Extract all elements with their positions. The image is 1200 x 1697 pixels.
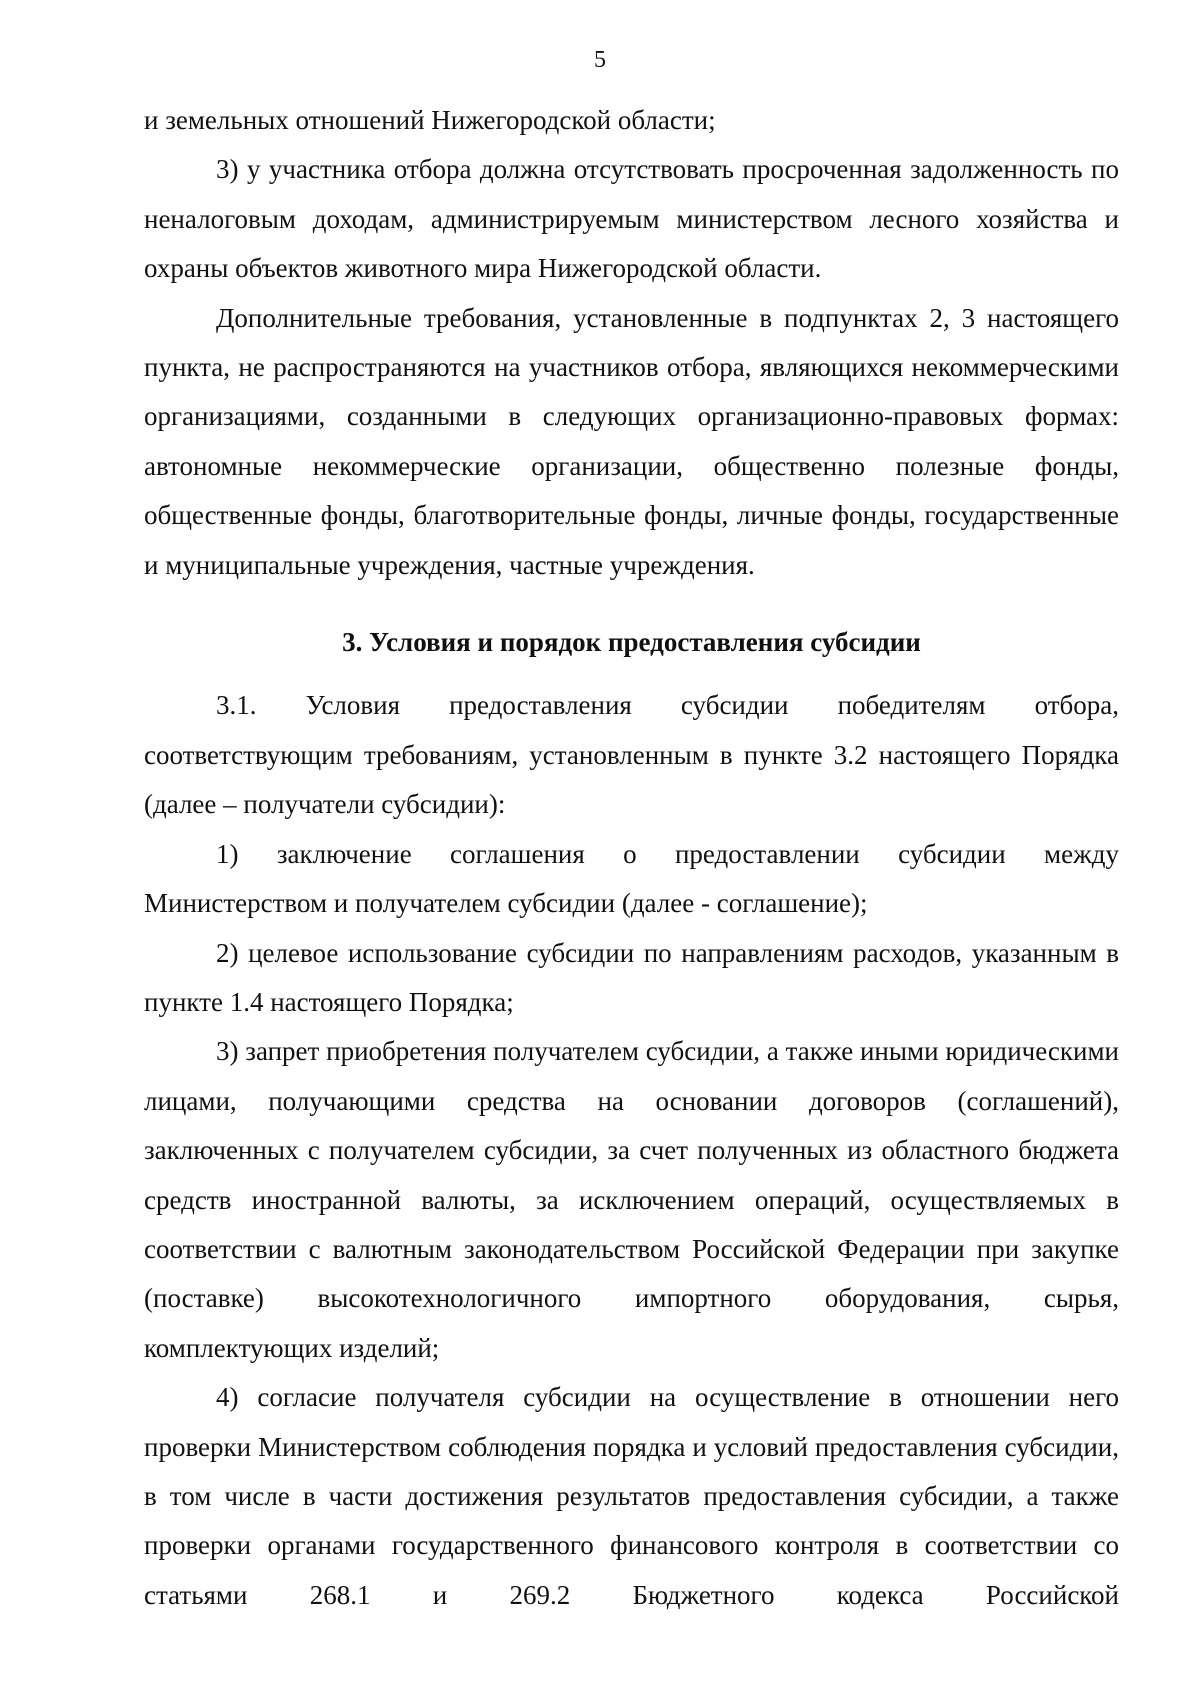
paragraph-item-3: 3) у участника отбора должна отсутствовать просроченная задолженность по неналоговым доходам, администрируемым министерством лесного хозяйства и охраны объектов животного мира Нижегородской области. bbox=[144, 154, 1119, 284]
paragraph-condition-4: 4) согласие получателя субсидии на осуществление в отношении него проверки Министерством соблюдения порядка и условий предоставления субсидии, в том числе в части достижения результатов предоставления субсидии, а также проверки органами государственного финансового контроля в соответствии со статьями 268.1 и 269.2 Бюджетного кодекса Российской bbox=[144, 1382, 1119, 1610]
page-number: 5 bbox=[594, 47, 606, 73]
paragraph-condition-1: 1) заключение соглашения о предоставлении субсидии между Министерством и получателем субсидии (далее - соглашение); bbox=[144, 838, 1119, 919]
paragraph-additional-requirements: Дополнительные требования, установленные в подпунктах 2, 3 настоящего пункта, не распространяются на участников отбора, являющихся некоммерческими организациями, созданными в следующих организационно-правовых формах: автономные некоммерческие организации, общественно полезные фонды, общественные фонды, благотворительные фонды, личные фонды, государственные и муниципальные учреждения, частные учреждения. bbox=[144, 302, 1119, 580]
paragraph-continuation: и земельных отношений Нижегородской области; bbox=[144, 105, 716, 135]
paragraph-condition-2: 2) целевое использование субсидии по направлениям расходов, указанным в пункте 1.4 настоящего Порядка; bbox=[144, 937, 1119, 1017]
section-heading: 3. Условия и порядок предоставления субсидии bbox=[342, 627, 921, 658]
document-body bbox=[144, 96, 1119, 1620]
paragraph-condition-3: 3) запрет приобретения получателем субсидии, а также иными юридическими лицами, получающими средства на основании договоров (соглашений), заключенных с получателем субсидии, за счет полученных из областного бюджета средств иностранной валюты, за исключением операций, осуществляемых в соответствии с валютным законодательством Российской Федерации при закупке (поставке) высокотехнологичного импортного оборудования, сырья, комплектующих изделий; bbox=[144, 1036, 1119, 1363]
paragraph-3-1: 3.1. Условия предоставления субсидии победителям отбора, соответствующим требованиям, установленным в пункте 3.2 настоящего Порядка (далее – получатели субсидии): bbox=[144, 690, 1119, 820]
